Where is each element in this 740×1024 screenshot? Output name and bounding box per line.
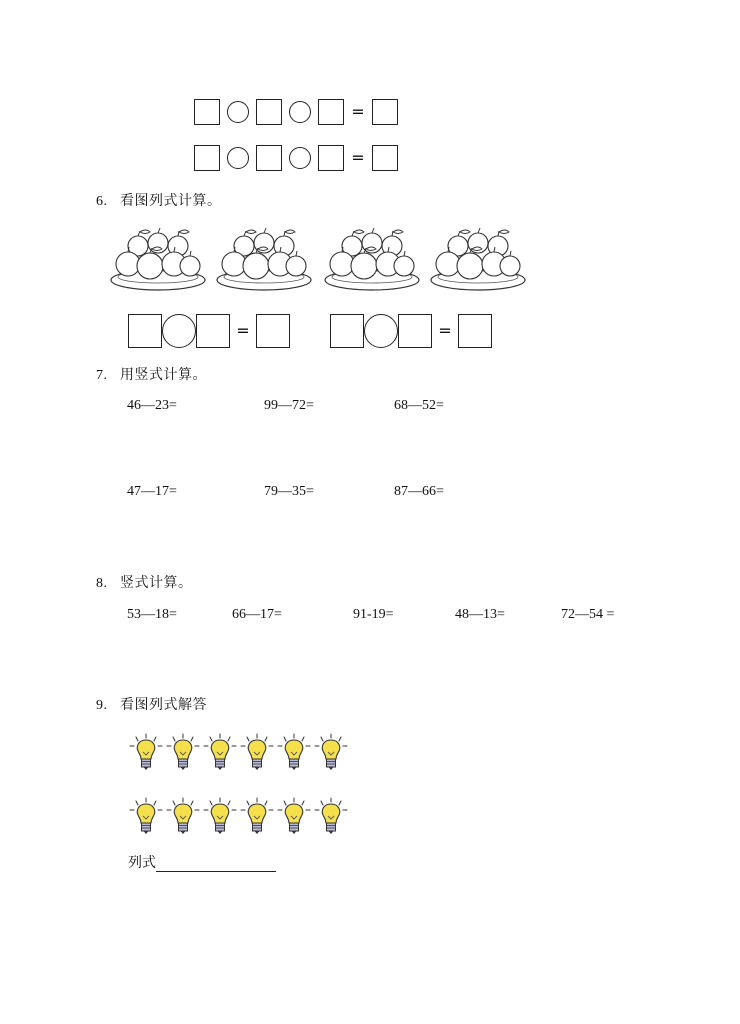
formula-input-line[interactable]: [156, 857, 276, 872]
question-number: 9.: [96, 698, 108, 713]
equals-sign: =: [438, 321, 452, 340]
question-8-title: [96, 572, 193, 592]
equals-sign: =: [351, 102, 365, 121]
result-box[interactable]: [458, 314, 492, 348]
lightbulb-icon: [204, 734, 236, 770]
lightbulb-icon: [241, 798, 273, 834]
lightbulb-icon: [315, 734, 347, 770]
answer-box[interactable]: [194, 99, 220, 125]
question-text: 竖式计算。: [120, 576, 193, 591]
lightbulb-icon: [315, 798, 347, 834]
answer-box[interactable]: [398, 314, 432, 348]
question-number: 6.: [96, 194, 108, 209]
question-9-title: [96, 694, 207, 714]
answer-box[interactable]: [330, 314, 364, 348]
calc-item: 66—17=: [232, 607, 282, 622]
formula-label: 列式: [128, 856, 156, 871]
operator-circle[interactable]: [162, 314, 196, 348]
operator-circle[interactable]: [227, 101, 249, 123]
question-7-title: [96, 364, 207, 384]
calc-item: 72—54 =: [561, 607, 615, 622]
calc-item: 68—52=: [394, 398, 444, 413]
lightbulb-icon: [241, 734, 273, 770]
lightbulb-icon: [167, 734, 199, 770]
apple-equation-right: [330, 314, 492, 348]
calc-item: 46—23=: [127, 398, 177, 413]
equals-sign: =: [236, 321, 250, 340]
result-box[interactable]: [256, 314, 290, 348]
calc-item: 91-19=: [353, 607, 394, 622]
formula-answer-line: [128, 852, 276, 872]
lightbulb-icon: [167, 798, 199, 834]
lightbulb-icon: [130, 734, 162, 770]
answer-box[interactable]: [318, 145, 344, 171]
answer-box[interactable]: [196, 314, 230, 348]
answer-box[interactable]: [128, 314, 162, 348]
calc-item: 53—18=: [127, 607, 177, 622]
calc-item: 79—35=: [264, 484, 314, 499]
operator-circle[interactable]: [289, 147, 311, 169]
operator-circle[interactable]: [289, 101, 311, 123]
operator-circle[interactable]: [364, 314, 398, 348]
calc-item: 47—17=: [127, 484, 177, 499]
question-text: 用竖式计算。: [120, 368, 207, 383]
apple-plates-illustration: [108, 224, 528, 296]
lightbulb-icon: [278, 798, 310, 834]
result-box[interactable]: [372, 99, 398, 125]
result-box[interactable]: [372, 145, 398, 171]
lightbulb-icon: [278, 734, 310, 770]
answer-box[interactable]: [256, 145, 282, 171]
equation-row-1: [194, 99, 398, 125]
question-number: 7.: [96, 368, 108, 383]
equation-row-2: [194, 145, 398, 171]
answer-box[interactable]: [194, 145, 220, 171]
question-text: 看图列式计算。: [120, 194, 222, 209]
apple-plate-icon: [217, 228, 311, 290]
operator-circle[interactable]: [227, 147, 249, 169]
question-text: 看图列式解答: [120, 698, 207, 713]
question-6-title: [96, 190, 222, 210]
lightbulb-icon: [130, 798, 162, 834]
apple-plate-icon: [111, 228, 205, 290]
answer-box[interactable]: [256, 99, 282, 125]
apple-plate-icon: [431, 228, 525, 290]
question-number: 8.: [96, 576, 108, 591]
lightbulbs-illustration: [128, 730, 356, 840]
calc-item: 87—66=: [394, 484, 444, 499]
calc-item: 99—72=: [264, 398, 314, 413]
answer-box[interactable]: [318, 99, 344, 125]
calc-item: 48—13=: [455, 607, 505, 622]
lightbulb-icon: [204, 798, 236, 834]
equals-sign: =: [351, 148, 365, 167]
apple-plate-icon: [325, 228, 419, 290]
apple-equation-left: [128, 314, 290, 348]
